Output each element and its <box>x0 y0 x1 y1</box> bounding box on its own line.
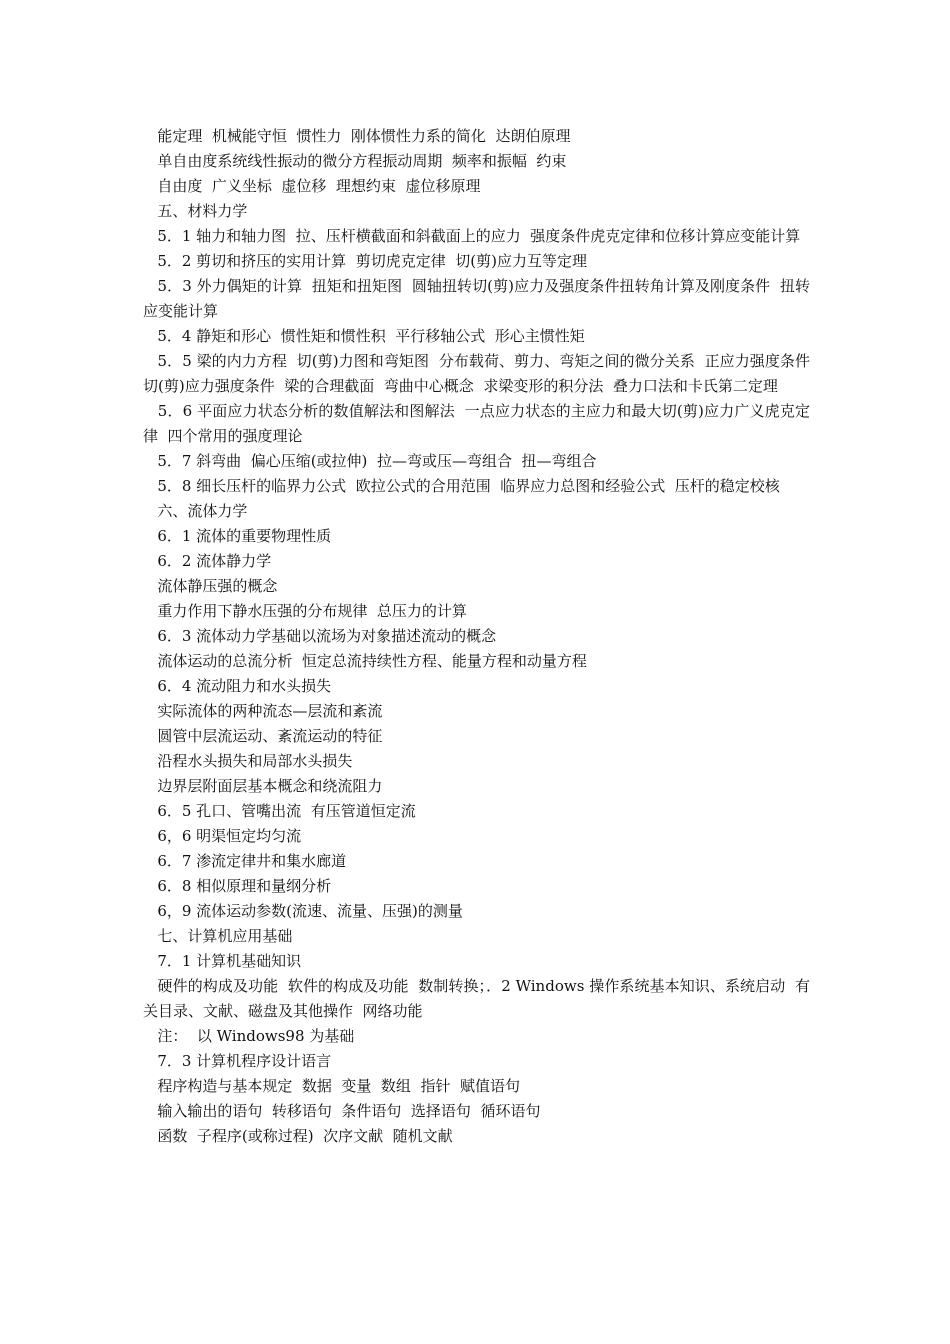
text-line: 边界层附面层基本概念和绕流阻力 <box>143 777 383 795</box>
text-line: 6．2 流体静力学 <box>143 552 272 570</box>
text-line: 6．5 孔口、管嘴出流 有压管道恒定流 <box>143 802 416 820</box>
text-line: 6．1 流体的重要物理性质 <box>143 527 332 545</box>
text-line: 流体运动的总流分析 恒定总流持续性方程、能量方程和动量方程 <box>143 652 587 670</box>
text-line: 圆管中层流运动、紊流运动的特征 <box>143 727 383 745</box>
text-line: 自由度 广义坐标 虚位移 理想约束 虚位移原理 <box>143 177 481 195</box>
text-line: 能定理 机械能守恒 惯性力 刚体惯性力系的简化 达朗伯原理 <box>143 127 571 145</box>
text-line: 硬件的构成及功能 软件的构成及功能 数制转换；．2 Windows 操作系统基本知识、系统启动 有关目录、文献、磁盘及其他操作 网络功能 <box>143 977 810 1020</box>
text-line: 6．7 渗流定律井和集水廊道 <box>143 852 347 870</box>
text-line: 5．5 梁的内力方程 切(剪)力图和弯矩图 分布载荷、剪力、弯矩之间的微分关系 正应力强度条件 切(剪)应力强度条件 梁的合理截面 弯曲中心概念 求梁变形的积分法 叠力口法和卡氏第二定理 <box>143 352 820 395</box>
text-line: 5．8 细长压杆的临界力公式 欧拉公式的合用范围 临界应力总图和经验公式 压杆的稳定校核 <box>143 477 780 495</box>
text-line: 5．6 平面应力状态分析的数值解法和图解法 一点应力状态的主应力和最大切(剪)应力广义虎克定律 四个常用的强度理论 <box>143 402 810 445</box>
text-line: 5．7 斜弯曲 偏心压缩(或拉伸) 拉—弯或压—弯组合 扭—弯组合 <box>143 452 597 470</box>
text-line: 5．2 剪切和挤压的实用计算 剪切虎克定律 切(剪)应力互等定理 <box>143 252 587 270</box>
text-line: 实际流体的两种流态—层流和紊流 <box>143 702 383 720</box>
text-line: 单自由度系统线性振动的微分方程振动周期 频率和振幅 约束 <box>143 152 567 170</box>
text-line: 6，6 明渠恒定均匀流 <box>143 827 302 845</box>
text-line: 输入输出的语句 转移语句 条件语句 选择语句 循环语句 <box>143 1102 541 1120</box>
text-line: 7．1 计算机基础知识 <box>143 952 302 970</box>
text-line: 5．3 外力偶矩的计算 扭矩和扭矩图 圆轴扭转切(剪)应力及强度条件扭转角计算及刚度条件 扭转应变能计算 <box>143 277 810 320</box>
text-line: 程序构造与基本规定 数据 变量 数组 指针 赋值语句 <box>143 1077 520 1095</box>
text-line: 5．4 静矩和形心 惯性矩和惯性积 平行移轴公式 形心主惯性矩 <box>143 327 585 345</box>
text-line: 7．3 计算机程序设计语言 <box>143 1052 332 1070</box>
text-line: 6．3 流体动力学基础以流场为对象描述流动的概念 <box>143 627 497 645</box>
text-line: 5．1 轴力和轴力图 拉、压杆横截面和斜截面上的应力 强度条件虎克定律和位移计算应变能计算 <box>143 227 801 245</box>
text-line: 6，9 流体运动参数(流速、流量、压强)的测量 <box>143 902 463 920</box>
section-heading: 五、材料力学 <box>143 202 248 220</box>
text-line: 6．4 流动阻力和水头损失 <box>143 677 332 695</box>
section-heading: 六、流体力学 <box>143 502 248 520</box>
document-body <box>143 124 820 1149</box>
section-heading: 七、计算机应用基础 <box>143 927 293 945</box>
text-line: 函数 子程序(或称过程) 次序文献 随机文献 <box>143 1127 453 1145</box>
text-line: 重力作用下静水压强的分布规律 总压力的计算 <box>143 602 467 620</box>
text-line: 沿程水头损失和局部水头损失 <box>143 752 353 770</box>
text-line: 6．8 相似原理和量纲分析 <box>143 877 332 895</box>
text-line: 流体静压强的概念 <box>143 577 278 595</box>
text-line: 注： 以 Windows98 为基础 <box>143 1027 355 1045</box>
